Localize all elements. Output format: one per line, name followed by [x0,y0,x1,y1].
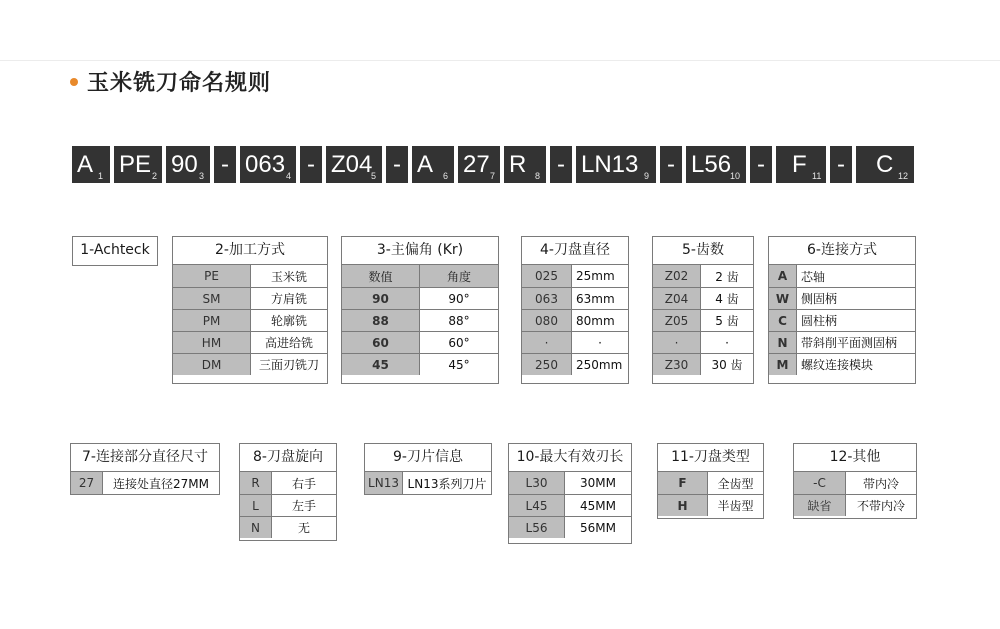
table-key-cell: L [240,495,272,516]
table-row [509,494,631,516]
table-row [522,287,628,309]
table-row [769,287,915,309]
table-key-cell: L56 [509,517,565,538]
table-row [658,494,763,516]
code-sep [386,146,408,183]
code-index-number: 8 [535,171,541,181]
table-value-cell: 60° [420,332,498,353]
code-seg-3 [166,146,210,183]
code-text: - [667,151,675,178]
table-8-hand [239,443,337,541]
code-index-number: 7 [490,171,496,181]
table-key-cell: LN13 [365,472,403,494]
table-value-cell: 30MM [565,472,631,494]
table-header: 12-其他 [794,444,916,472]
table-header: 7-连接部分直径尺寸 [71,444,219,472]
table-key-cell: Z02 [653,265,701,287]
table-row [653,287,753,309]
table-header: 11-刀盘类型 [658,444,763,472]
table-value-cell: 无 [272,517,336,538]
table-value-cell: 左手 [272,495,336,516]
table-header: 5-齿数 [653,237,753,265]
code-seg-4 [240,146,296,183]
table-row [173,265,327,287]
table-row [658,472,763,494]
code-text: C [876,151,894,178]
table-key-cell: 080 [522,310,572,331]
code-index-number: 12 [898,171,909,181]
table-key-cell: DM [173,354,251,375]
table-key-cell: · [653,332,701,353]
table-4-diameter [521,236,629,384]
table-header: 1-Achteck [73,237,157,265]
table-12-other [793,443,917,519]
code-index-number: 9 [644,171,650,181]
table-value-cell: 90° [420,288,498,309]
table-value-cell: 88° [420,310,498,331]
code-text: 27 [463,151,490,178]
code-text: PE [119,151,152,178]
table-header: 3-主偏角 (Kr) [342,237,498,265]
table-row [522,265,628,287]
code-sep [660,146,682,183]
table-header: 6-连接方式 [769,237,915,265]
table-value-cell: 63mm [572,288,628,309]
code-text: 063 [245,151,286,178]
code-seg-2 [114,146,162,183]
table-key-cell: 90 [342,288,420,309]
code-seg-7 [458,146,500,183]
code-sep [300,146,322,183]
code-index-number: 10 [730,171,741,181]
table-value-cell: · [572,332,628,353]
table-key-cell: N [240,517,272,538]
page-title [70,66,271,97]
table-row [173,287,327,309]
table-value-cell: 半齿型 [708,495,763,516]
table-value-cell: 56MM [565,517,631,538]
table-value-cell: 45MM [565,495,631,516]
table-key-cell: Z04 [653,288,701,309]
code-text: Z04 [331,151,373,178]
table-value-cell: 侧固柄 [797,288,915,309]
code-text: - [757,151,765,178]
table-9-insert-info [364,443,492,495]
table-key-cell: 88 [342,310,420,331]
table-row [653,309,753,331]
table-key-cell: R [240,472,272,494]
table-key-cell: · [522,332,572,353]
table-value-cell: 4 齿 [701,288,753,309]
table-value-cell: 2 齿 [701,265,753,287]
table-5-teeth [652,236,754,384]
table-key-cell: W [769,288,797,309]
table-row [365,472,491,494]
table-value-cell: 不带内冷 [846,495,916,516]
code-sep [830,146,852,183]
code-text: LN13 [581,151,639,178]
table-row [342,309,498,331]
code-text: - [557,151,565,178]
table-key-cell: -C [794,472,846,494]
code-seg-11 [776,146,826,183]
code-seg-10 [686,146,746,183]
table-key-cell: Z05 [653,310,701,331]
table-header: 2-加工方式 [173,237,327,265]
code-index-number: 11 [812,171,822,181]
table-value-cell: 玉米铣 [251,265,327,287]
code-text: A [77,151,94,178]
table-3-lead-angle [341,236,499,384]
table-header: 10-最大有效刃长 [509,444,631,472]
code-seg-5 [326,146,382,183]
title-text: 玉米铣刀命名规则 [87,71,272,96]
table-key-cell: L45 [509,495,565,516]
table-row [794,472,916,494]
table-value-cell: 80mm [572,310,628,331]
table-row [653,265,753,287]
table-row [71,472,219,494]
table-row [794,494,916,516]
table-row [522,331,628,353]
code-sep [750,146,772,183]
table-row [769,331,915,353]
table-key-cell: A [769,265,797,287]
table-header: 8-刀盘旋向 [240,444,336,472]
table-row [653,353,753,375]
table-value-cell: 全齿型 [708,472,763,494]
table-key-cell: L30 [509,472,565,494]
code-text: 90 [171,151,198,178]
table-row [240,472,336,494]
table-value-cell: 25mm [572,265,628,287]
table-value-cell: 圆柱柄 [797,310,915,331]
table-key-cell: 60 [342,332,420,353]
table-key-cell: 063 [522,288,572,309]
table-2-machining [172,236,328,384]
code-index-number: 1 [98,171,104,181]
top-divider [0,60,1000,61]
code-seg-8 [504,146,546,183]
table-key-cell: Z30 [653,354,701,375]
table-key-cell: 250 [522,354,572,375]
table-value-cell: 右手 [272,472,336,494]
code-seg-9 [576,146,656,183]
table-10-cutting-length [508,443,632,544]
table-value-cell: 方肩铣 [251,288,327,309]
table-col-headers [342,265,498,287]
table-value-cell: 轮廓铣 [251,310,327,331]
table-key-cell: M [769,354,797,375]
code-sep [214,146,236,183]
code-text: L56 [691,151,732,178]
table-value-cell: 45° [420,354,498,375]
code-index-number: 2 [152,171,158,181]
table-row [342,331,498,353]
naming-code-row [0,146,1000,183]
table-row [522,309,628,331]
code-index-number: 4 [286,171,292,181]
code-text: - [837,151,845,178]
table-key-cell: 缺省 [794,495,846,516]
code-text: - [393,151,401,178]
table-value-cell: 芯轴 [797,265,915,287]
table-row [769,353,915,375]
table-row [173,331,327,353]
table-value-cell: 带内冷 [846,472,916,494]
table-row [653,331,753,353]
table-key-cell: 数值 [342,265,420,287]
code-index-number: 5 [371,171,377,181]
table-row [173,309,327,331]
table-row [769,309,915,331]
table-row [240,516,336,538]
table-value-cell: 250mm [572,354,628,375]
table-row [342,353,498,375]
table-key-cell: H [658,495,708,516]
table-value-cell: · [701,332,753,353]
code-seg-6 [412,146,454,183]
table-row [240,494,336,516]
table-key-cell: HM [173,332,251,353]
table-key-cell: 025 [522,265,572,287]
table-value-cell: 高进给铣 [251,332,327,353]
table-value-cell: 螺纹连接模块 [797,354,915,375]
table-value-cell: 30 齿 [701,354,753,375]
table-header: 9-刀片信息 [365,444,491,472]
table-row [173,353,327,375]
table-key-cell: PM [173,310,251,331]
code-seg-12 [856,146,914,183]
code-index-number: 3 [199,171,205,181]
table-value-cell: 连接处直径27MM [103,472,219,494]
code-sep [550,146,572,183]
code-text: F [792,151,807,178]
table-row [342,287,498,309]
table-value-cell: 角度 [420,265,498,287]
table-row [509,472,631,494]
table-row [769,265,915,287]
table-value-cell: LN13系列刀片 [403,472,491,494]
table-11-cutter-type [657,443,764,519]
table-key-cell: 27 [71,472,103,494]
table-key-cell: F [658,472,708,494]
table-key-cell: SM [173,288,251,309]
table-value-cell: 三面刃铣刀 [251,354,327,375]
code-index-number: 6 [443,171,449,181]
bullet-dot-icon [70,78,78,86]
code-text: - [221,151,229,178]
code-seg-1 [72,146,110,183]
table-value-cell: 带斜削平面测固柄 [797,332,915,353]
table-key-cell: PE [173,265,251,287]
table-key-cell: 45 [342,354,420,375]
table-key-cell: C [769,310,797,331]
table-key-cell: N [769,332,797,353]
table-6-connection [768,236,916,384]
table-7-shank-diameter [70,443,220,495]
code-text: - [307,151,315,178]
table-value-cell: 5 齿 [701,310,753,331]
table-row [522,353,628,375]
code-text: A [417,151,434,178]
code-text: R [509,151,527,178]
table-header: 4-刀盘直径 [522,237,628,265]
table-row [509,516,631,538]
table-1-achteck [72,236,158,266]
